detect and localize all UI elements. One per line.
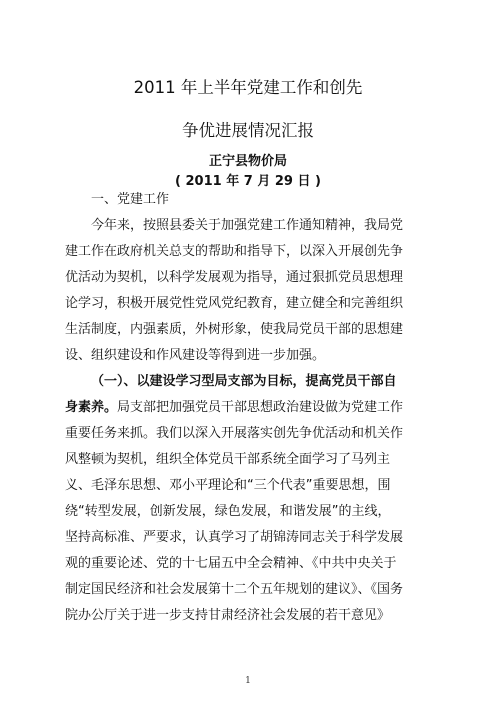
organization-name: 正宁县物价局 xyxy=(208,154,287,169)
paragraph-line: 院办公厅关于进一步支持甘肃经济社会发展的若干意见》 xyxy=(65,608,391,623)
report-title-line-1: 2011 年上半年党建工作和创先 xyxy=(133,78,363,97)
paragraph-line: 论学习，积极开展党性党风党纪教育，建立健全和完善组织 xyxy=(65,296,404,311)
paragraph-line: 风整顿为契机，组织全体党员干部系统全面学习了马列主 xyxy=(65,452,391,467)
subsection-heading-end: 身素养。 xyxy=(65,400,118,415)
paragraph-line: 制定国民经济和社会发展第十二个五年规划的建议》、《国务 xyxy=(65,582,404,597)
subsection-heading: （一）、以建设学习型局支部为目标，提高党员干部自 xyxy=(91,374,397,389)
paragraph-line: 绕“转型发展，创新发展，绿色发展，和谐发展”的主线， xyxy=(65,504,391,519)
paragraph-line: 生活制度，内强素质，外树形象，使我局党员干部的思想建 xyxy=(65,322,404,337)
report-title-line-2: 争优进展情况汇报 xyxy=(182,121,314,140)
paragraph-line: 设、组织建设和作风建设等得到进一步加强。 xyxy=(65,348,326,363)
paragraph-line: 义、毛泽东思想、邓小平理论和“三个代表”重要思想，围 xyxy=(65,478,391,493)
paragraph-line xyxy=(65,399,496,417)
paragraph-line: 今年来，按照县委关于加强党建工作通知精神，我局党 xyxy=(91,218,404,233)
page-number: 1 xyxy=(245,676,251,686)
paragraph-line: 建工作在政府机关总支的帮助和指导下，以深入开展创先争 xyxy=(65,244,404,259)
paragraph-line: 优活动为契机，以科学发展观为指导，通过狠抓党员思想理 xyxy=(65,270,404,285)
report-date: ( 2011 年 7 月 29 日 ) xyxy=(175,174,321,189)
section-heading: 一、党建工作 xyxy=(91,192,170,207)
paragraph-text: 局支部把加强党员干部思想政治建设做为党建工作 xyxy=(117,400,404,415)
paragraph-line: 观的重要论述、党的十七届五中全会精神、《中共中央关于 xyxy=(65,556,397,571)
paragraph-line: 坚持高标准、严要求，认真学习了胡锦涛同志关于科学发展 xyxy=(65,530,404,545)
paragraph-line: 重要任务来抓。我们以深入开展落实创先争优活动和机关作 xyxy=(65,426,404,441)
